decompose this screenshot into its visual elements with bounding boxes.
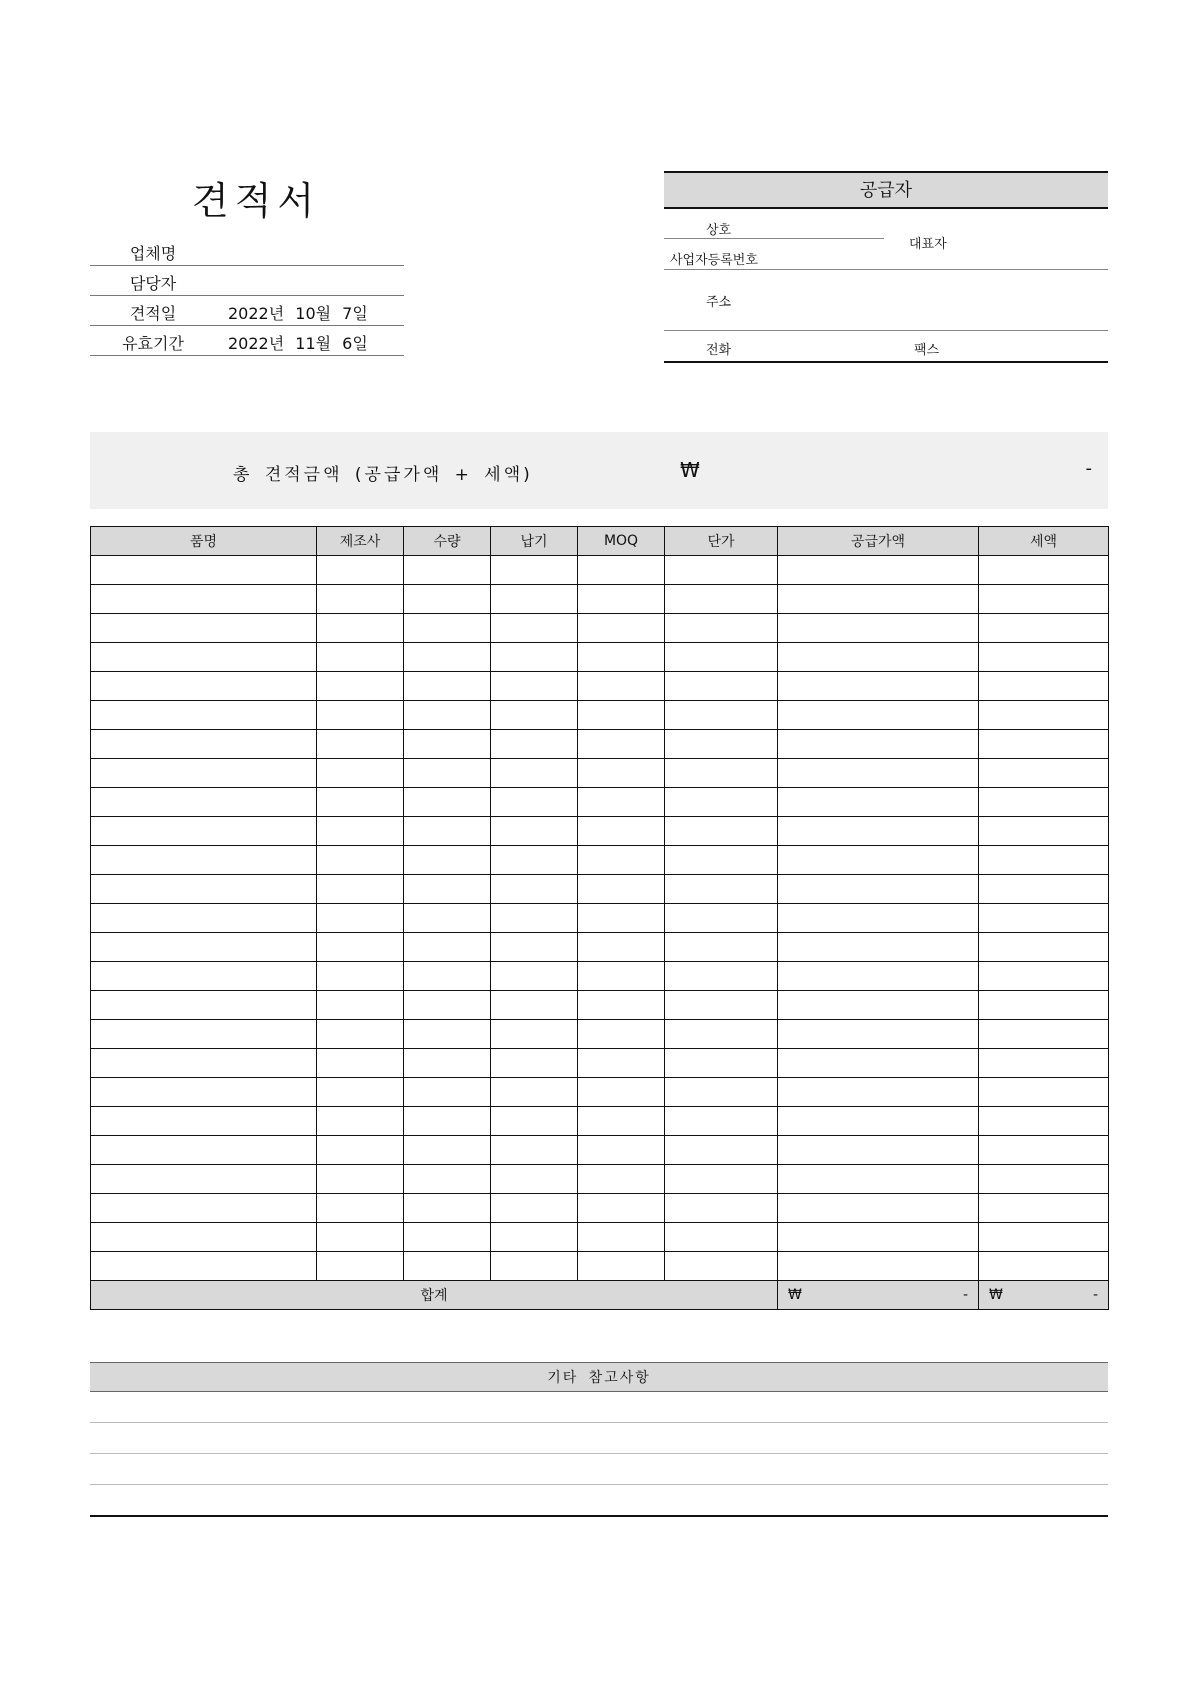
client-row-quote-date <box>90 295 404 326</box>
table-cell <box>404 643 491 672</box>
table-cell <box>578 1107 665 1136</box>
table-cell <box>665 1078 778 1107</box>
table-cell <box>778 962 979 991</box>
table-cell <box>91 788 317 817</box>
table-cell <box>665 962 778 991</box>
table-row <box>91 817 1109 846</box>
table-cell <box>91 817 317 846</box>
table-cell <box>317 1049 404 1078</box>
table-cell <box>491 730 578 759</box>
table-cell <box>665 1136 778 1165</box>
table-row <box>91 933 1109 962</box>
table-row <box>91 614 1109 643</box>
table-row <box>91 1252 1109 1281</box>
client-row-contact <box>90 265 404 296</box>
table-cell <box>979 846 1109 875</box>
table-cell <box>404 1020 491 1049</box>
client-label: 유효기간 <box>122 334 184 353</box>
table-cell <box>491 1136 578 1165</box>
table-cell <box>778 1049 979 1078</box>
table-cell <box>404 1078 491 1107</box>
table-row <box>91 585 1109 614</box>
table-cell <box>578 788 665 817</box>
table-cell <box>91 556 317 585</box>
table-cell <box>778 1078 979 1107</box>
supplier-box <box>664 171 1108 364</box>
sum-supply-currency: ₩ <box>788 1287 802 1303</box>
table-cell <box>665 730 778 759</box>
table-cell <box>979 614 1109 643</box>
table-cell <box>979 1107 1109 1136</box>
table-cell <box>491 817 578 846</box>
table-cell <box>578 1136 665 1165</box>
table-cell <box>404 962 491 991</box>
table-cell <box>665 1049 778 1078</box>
supplier-company-label: 상호 <box>706 223 732 238</box>
table-cell <box>491 1165 578 1194</box>
table-cell <box>91 643 317 672</box>
table-cell <box>491 672 578 701</box>
table-cell <box>404 556 491 585</box>
table-cell <box>491 962 578 991</box>
table-row <box>91 846 1109 875</box>
table-cell <box>404 904 491 933</box>
table-cell <box>665 788 778 817</box>
table-cell <box>578 1252 665 1281</box>
table-row <box>91 1020 1109 1049</box>
table-cell <box>91 846 317 875</box>
table-cell <box>578 730 665 759</box>
table-cell <box>404 701 491 730</box>
table-cell <box>404 585 491 614</box>
table-cell <box>317 904 404 933</box>
table-cell <box>979 643 1109 672</box>
table-cell <box>979 585 1109 614</box>
table-cell <box>665 1020 778 1049</box>
table-cell <box>491 556 578 585</box>
table-cell <box>778 817 979 846</box>
table-cell <box>317 643 404 672</box>
table-cell <box>91 701 317 730</box>
table-cell <box>91 730 317 759</box>
total-amount-value: - <box>1085 458 1092 479</box>
table-cell <box>491 1107 578 1136</box>
client-row-company <box>90 235 404 266</box>
table-cell <box>91 1078 317 1107</box>
table-cell <box>91 1165 317 1194</box>
table-cell <box>778 730 979 759</box>
total-amount-box <box>90 432 1108 509</box>
client-label: 견적일 <box>129 304 177 323</box>
table-cell <box>778 585 979 614</box>
table-cell <box>491 788 578 817</box>
table-cell <box>578 991 665 1020</box>
table-cell <box>578 1049 665 1078</box>
table-cell <box>778 643 979 672</box>
table-cell <box>665 1252 778 1281</box>
table-row <box>91 730 1109 759</box>
sum-tax-currency: ₩ <box>989 1287 1003 1303</box>
column-header-unit-price: 단가 <box>665 527 778 556</box>
table-cell <box>317 933 404 962</box>
table-cell <box>665 643 778 672</box>
table-cell <box>317 875 404 904</box>
table-cell <box>778 875 979 904</box>
table-cell <box>491 875 578 904</box>
table-cell <box>317 1078 404 1107</box>
sum-tax-cell <box>979 1281 1109 1310</box>
table-cell <box>578 643 665 672</box>
table-cell <box>91 962 317 991</box>
column-header-tax: 세액 <box>979 527 1109 556</box>
table-cell <box>979 817 1109 846</box>
table-cell <box>578 962 665 991</box>
table-cell <box>491 1049 578 1078</box>
table-cell <box>491 585 578 614</box>
table-cell <box>91 1252 317 1281</box>
table-cell <box>91 875 317 904</box>
client-value: 2022년 10월 7일 <box>228 304 368 323</box>
table-cell <box>491 1194 578 1223</box>
table-cell <box>91 1107 317 1136</box>
column-header-quantity: 수량 <box>404 527 491 556</box>
table-cell <box>665 933 778 962</box>
table-cell <box>665 1107 778 1136</box>
table-cell <box>578 759 665 788</box>
table-cell <box>979 1049 1109 1078</box>
table-cell <box>665 875 778 904</box>
table-cell <box>778 759 979 788</box>
sum-tax-value: - <box>1092 1287 1098 1303</box>
table-cell <box>491 614 578 643</box>
table-row <box>91 759 1109 788</box>
table-cell <box>317 614 404 643</box>
table-cell <box>491 991 578 1020</box>
supplier-phone-label: 전화 <box>706 343 732 358</box>
table-cell <box>578 904 665 933</box>
table-cell <box>491 846 578 875</box>
table-cell <box>665 904 778 933</box>
table-cell <box>404 1223 491 1252</box>
table-cell <box>778 1165 979 1194</box>
table-cell <box>665 556 778 585</box>
table-cell <box>91 1223 317 1252</box>
table-cell <box>404 1136 491 1165</box>
table-cell <box>91 759 317 788</box>
table-cell <box>778 701 979 730</box>
table-cell <box>979 962 1109 991</box>
supplier-header: 공급자 <box>664 171 1108 209</box>
table-cell <box>578 1194 665 1223</box>
total-currency-symbol: ₩ <box>680 458 700 482</box>
table-row <box>91 1194 1109 1223</box>
table-cell <box>778 788 979 817</box>
table-cell <box>979 1252 1109 1281</box>
table-cell <box>778 672 979 701</box>
table-cell <box>778 1020 979 1049</box>
total-amount-label: 총 견적금액 (공급가액 + 세액) <box>233 465 533 485</box>
table-cell <box>317 846 404 875</box>
supplier-address-label: 주소 <box>706 295 732 310</box>
sum-supply-cell <box>778 1281 979 1310</box>
column-header-manufacturer: 제조사 <box>317 527 404 556</box>
table-cell <box>317 1136 404 1165</box>
table-cell <box>317 991 404 1020</box>
table-cell <box>578 1223 665 1252</box>
table-cell <box>317 1252 404 1281</box>
table-cell <box>665 991 778 1020</box>
table-cell <box>317 672 404 701</box>
table-cell <box>491 759 578 788</box>
table-cell <box>317 759 404 788</box>
table-row <box>91 1165 1109 1194</box>
table-row <box>91 672 1109 701</box>
table-cell <box>578 701 665 730</box>
table-row <box>91 788 1109 817</box>
table-cell <box>491 1078 578 1107</box>
table-cell <box>979 788 1109 817</box>
table-cell <box>404 933 491 962</box>
table-cell <box>578 585 665 614</box>
table-cell <box>778 556 979 585</box>
items-table <box>90 526 1109 1310</box>
table-cell <box>979 1020 1109 1049</box>
table-cell <box>578 846 665 875</box>
table-row <box>91 875 1109 904</box>
table-cell <box>91 1194 317 1223</box>
table-cell <box>665 846 778 875</box>
table-cell <box>404 788 491 817</box>
table-cell <box>317 1020 404 1049</box>
table-cell <box>665 585 778 614</box>
table-cell <box>91 1049 317 1078</box>
table-cell <box>91 585 317 614</box>
table-cell <box>317 817 404 846</box>
table-cell <box>979 933 1109 962</box>
table-cell <box>778 1194 979 1223</box>
table-cell <box>578 1165 665 1194</box>
note-line <box>90 1454 1108 1485</box>
client-row-valid-until <box>90 325 404 356</box>
table-cell <box>979 672 1109 701</box>
table-cell <box>404 875 491 904</box>
supplier-fax-label: 팩스 <box>914 343 940 358</box>
table-cell <box>979 701 1109 730</box>
supplier-reg-no-label: 사업자등록번호 <box>670 253 758 268</box>
table-cell <box>317 1165 404 1194</box>
table-cell <box>665 1165 778 1194</box>
table-row <box>91 991 1109 1020</box>
client-value: 2022년 11월 6일 <box>228 334 368 353</box>
table-cell <box>317 962 404 991</box>
table-cell <box>404 614 491 643</box>
table-cell <box>665 1223 778 1252</box>
note-line <box>90 1423 1108 1454</box>
table-cell <box>979 1223 1109 1252</box>
table-cell <box>665 1194 778 1223</box>
table-cell <box>578 1078 665 1107</box>
table-cell <box>979 1194 1109 1223</box>
notes-section <box>90 1362 1108 1517</box>
table-cell <box>979 991 1109 1020</box>
table-cell <box>404 817 491 846</box>
table-cell <box>778 846 979 875</box>
note-line <box>90 1485 1108 1517</box>
table-cell <box>317 585 404 614</box>
table-cell <box>91 1020 317 1049</box>
divider <box>664 330 1108 331</box>
table-cell <box>491 1020 578 1049</box>
table-cell <box>317 788 404 817</box>
table-cell <box>404 846 491 875</box>
table-cell <box>979 1078 1109 1107</box>
table-cell <box>665 701 778 730</box>
table-row <box>91 904 1109 933</box>
table-row <box>91 1223 1109 1252</box>
sum-row <box>91 1281 1109 1310</box>
column-header-moq: MOQ <box>578 527 665 556</box>
table-cell <box>491 904 578 933</box>
item-rows <box>91 556 1109 1281</box>
table-row <box>91 962 1109 991</box>
table-cell <box>578 817 665 846</box>
table-cell <box>91 991 317 1020</box>
table-cell <box>778 1223 979 1252</box>
table-cell <box>404 759 491 788</box>
table-cell <box>578 614 665 643</box>
supplier-ceo-label: 대표자 <box>909 237 947 252</box>
table-cell <box>979 904 1109 933</box>
table-cell <box>404 1252 491 1281</box>
table-cell <box>91 1136 317 1165</box>
table-cell <box>491 933 578 962</box>
table-cell <box>578 933 665 962</box>
table-cell <box>491 1223 578 1252</box>
client-label: 업체명 <box>129 244 177 263</box>
table-cell <box>778 1136 979 1165</box>
table-cell <box>91 614 317 643</box>
table-cell <box>317 730 404 759</box>
column-header-supply-value: 공급가액 <box>778 527 979 556</box>
table-cell <box>404 1194 491 1223</box>
table-cell <box>91 933 317 962</box>
table-cell <box>979 1136 1109 1165</box>
table-cell <box>317 1223 404 1252</box>
table-cell <box>578 875 665 904</box>
table-cell <box>491 701 578 730</box>
table-cell <box>317 1107 404 1136</box>
table-cell <box>778 933 979 962</box>
table-cell <box>404 672 491 701</box>
table-cell <box>778 1252 979 1281</box>
table-cell <box>91 672 317 701</box>
document-title: 견적서 <box>192 179 321 223</box>
divider <box>664 238 884 239</box>
table-cell <box>404 991 491 1020</box>
column-header-item-name: 품명 <box>91 527 317 556</box>
sum-supply-value: - <box>962 1287 968 1303</box>
divider <box>664 361 1108 363</box>
table-cell <box>404 1165 491 1194</box>
table-row <box>91 1136 1109 1165</box>
table-cell <box>91 904 317 933</box>
table-cell <box>491 643 578 672</box>
table-cell <box>404 1107 491 1136</box>
column-header-delivery: 납기 <box>491 527 578 556</box>
table-cell <box>979 875 1109 904</box>
table-cell <box>317 556 404 585</box>
table-cell <box>778 991 979 1020</box>
table-cell <box>491 1252 578 1281</box>
table-row <box>91 1107 1109 1136</box>
table-cell <box>404 1049 491 1078</box>
table-row <box>91 556 1109 585</box>
table-row <box>91 643 1109 672</box>
table-cell <box>979 730 1109 759</box>
sum-label: 합계 <box>91 1281 778 1310</box>
table-cell <box>665 817 778 846</box>
table-cell <box>317 701 404 730</box>
table-cell <box>578 672 665 701</box>
table-cell <box>979 556 1109 585</box>
table-cell <box>578 556 665 585</box>
divider <box>664 269 1108 270</box>
table-cell <box>317 1194 404 1223</box>
client-label: 담당자 <box>129 274 177 293</box>
table-row <box>91 1049 1109 1078</box>
table-cell <box>665 672 778 701</box>
table-cell <box>404 730 491 759</box>
notes-header: 기타 참고사항 <box>90 1362 1108 1392</box>
table-cell <box>578 1020 665 1049</box>
table-cell <box>979 1165 1109 1194</box>
table-cell <box>778 1107 979 1136</box>
table-cell <box>778 904 979 933</box>
table-cell <box>665 759 778 788</box>
note-line <box>90 1392 1108 1423</box>
table-cell <box>665 614 778 643</box>
table-row <box>91 701 1109 730</box>
table-cell <box>979 759 1109 788</box>
table-cell <box>778 614 979 643</box>
table-header-row <box>91 527 1109 556</box>
table-row <box>91 1078 1109 1107</box>
